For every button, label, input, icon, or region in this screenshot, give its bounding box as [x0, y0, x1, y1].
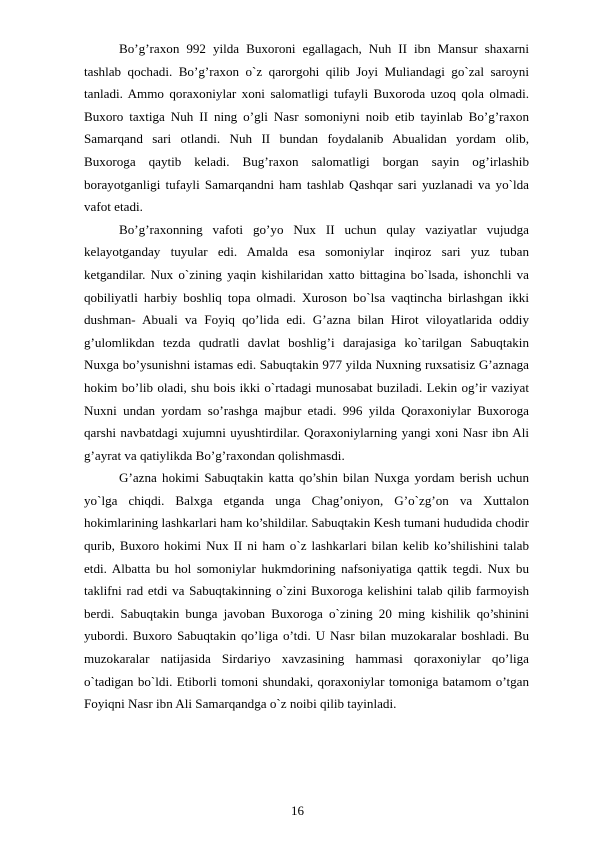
document-body	[84, 38, 529, 716]
page-number: 16	[291, 803, 304, 818]
paragraph-3: G’azna hokimi Sabuqtakin katta qo’shin bilan Nuxga yordam berish uchun yo`lga chiqdi. Balxga etganda unga Chag’oniyon, G’o`zg’on va Xuttalon hokimlarining lashkarlari ham ko’shildilar. Sabuqtakin Kesh tumani hududida chodir qurib, Buxoro hokimi Nux II ni ham o`z lashkarlari bilan kelib ko’shilishini talab etdi. Albatta bu hol somoniylar hukmdorining nafsoniyatiga qattik tegdi. Nux bu taklifni rad etdi va Sabuqtakinning o`zini Buxoroga kelishini talab qilib farmoyish berdi. Sabuqtakin bunga javoban Buxoroga o`zining 20 ming kishilik qo’shinini yubordi. Buxoro Sabuqtakin qo’liga o’tdi. U Nasr bilan muzokaralar boshladi. Bu muzokaralar natijasida Sirdariyo xavzasining hammasi qoraxoniylar qo’liga o`tadigan bo`ldi. Etiborli tomoni shundaki, qoraxoniylar tomoniga batamom o’tgan Foyiqni Nasr ibn Ali Samarqandga o`z noibi qilib tayinladi.	[84, 470, 529, 712]
paragraph-1: Bo’g’raxon 992 yilda Buxoroni egallagach, Nuh II ibn Mansur shaxarni tashlab qochadi. Bo’g’raxon o`z qarorgohi qilib Joyi Muliandagi go`zal saroyni tanladi. Ammo qoraxoniylar xoni salomatligi tufayli Buxoroda uzoq qola olmadi. Buxoro taxtiga Nuh II ning o’gli Nasr somoniyni noib etib tayinlab Bo’g’raxon Samarqand sari otlandi. Nuh II bundan foydalanib Abualidan yordam olib, Buxoroga qaytib keladi. Bug’raxon salomatligi borgan sayin og’irlashib borayotganligi tufayli Samarqandni ham tashlab Qashqar sari yuzlanadi va yo`lda vafot etadi.	[84, 41, 529, 215]
paragraph-2: Bo’g’raxonning vafoti go’yo Nux II uchun qulay vaziyatlar vujudga kelayotganday tuyular edi. Amalda esa somoniylar inqiroz sari yuz tuban ketgandilar. Nux o`zining yaqin kishilaridan xatto bittagina bo`lsada, ishonchli va qobiliyatli harbiy boshliq topa olmadi. Xuroson bo`lsa vaqtincha birlashgan ikki dushman- Abuali va Foyiq qo’lida edi. G’azna bilan Hirot viloyatlarida oddiy g’ulomlikdan tezda qudratli davlat boshlig’i darajasiga ko`tarilgan Sabuqtakin Nuxga bo’ysunishni istamas edi. Sabuqtakin 977 yilda Nuxning ruxsatisiz G’aznaga hokim bo’lib oladi, shu bois ikki o`rtadagi munosabat buziladi. Lekin og’ir vaziyat Nuxni undan yordam so’rashga majbur etadi. 996 yilda Qoraxoniylar Buxoroga qarshi navbatdagi xujumni uyushtirdilar. Qoraxoniylarning yangi xoni Nasr ibn Ali g’ayrat va qatiylikda Bo’g’raxondan qolishmasdi.	[84, 221, 529, 463]
